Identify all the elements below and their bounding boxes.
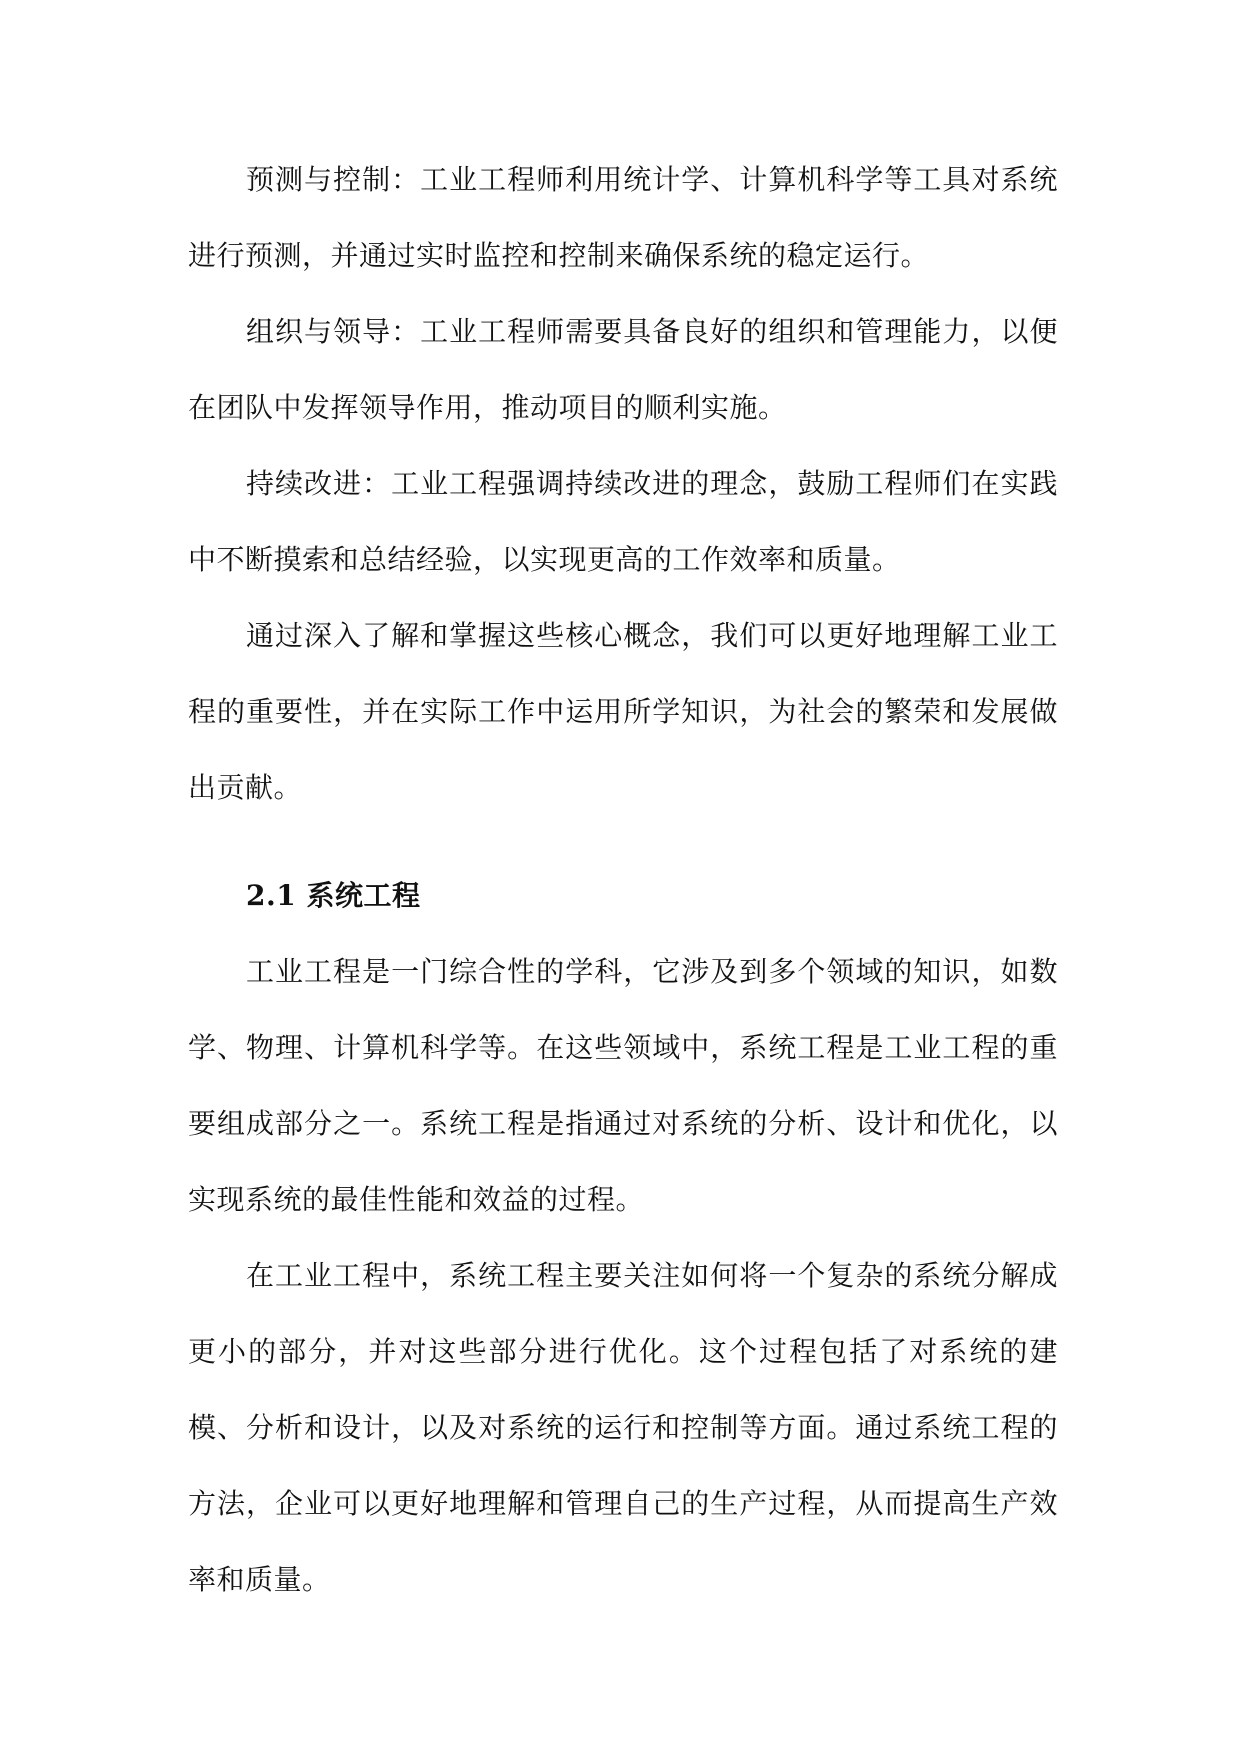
section-heading: 2.1 系统工程 [246,879,421,912]
paragraph-systems-engineering-intro: 工业工程是一门综合性的学科，它涉及到多个领域的知识，如数学、物理、计算机科学等。在这些领域中，系统工程是工业工程的重要组成部分之一。系统工程是指通过对系统的分析、设计和优化，以实现系统的最佳性能和效益的过程。 [188,955,1058,1216]
document-body [188,142,1058,1618]
paragraph-systems-engineering-detail: 在工业工程中，系统工程主要关注如何将一个复杂的系统分解成更小的部分，并对这些部分进行优化。这个过程包括了对系统的建模、分析和设计，以及对系统的运行和控制等方面。通过系统工程的方法，企业可以更好地理解和管理自己的生产过程，从而提高生产效率和质量。 [188,1259,1058,1596]
paragraph-prediction-control: 预测与控制：工业工程师利用统计学、计算机科学等工具对系统进行预测，并通过实时监控和控制来确保系统的稳定运行。 [188,163,1058,272]
paragraph-organization-leadership: 组织与领导：工业工程师需要具备良好的组织和管理能力，以便在团队中发挥领导作用，推动项目的顺利实施。 [188,315,1058,424]
paragraph-continuous-improvement: 持续改进：工业工程强调持续改进的理念，鼓励工程师们在实践中不断摸索和总结经验，以实现更高的工作效率和质量。 [188,467,1058,576]
paragraph-summary: 通过深入了解和掌握这些核心概念，我们可以更好地理解工业工程的重要性，并在实际工作中运用所学知识，为社会的繁荣和发展做出贡献。 [188,619,1058,804]
